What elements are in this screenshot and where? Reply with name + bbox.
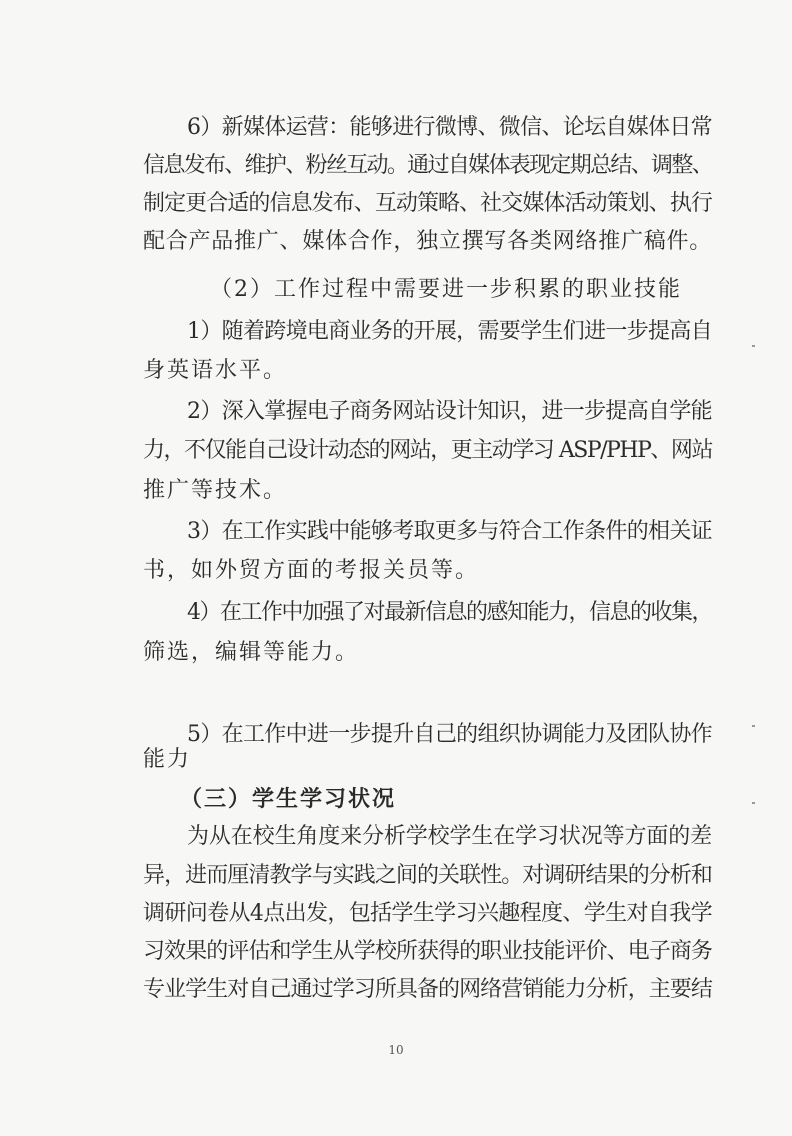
text-line: 4）在工作中加强了对最新信息的感知能力，信息的收集，: [187, 600, 712, 625]
text-line: 专业学生对自己通过学习所具备的网络营销能力分析，主要结: [143, 977, 713, 1002]
text-line: 习效果的评估和学生从学校所获得的职业技能评价、电子商务: [143, 939, 713, 964]
text-line: 能力: [143, 747, 192, 772]
text-line: 制定更合适的信息发布、互动策略、社交媒体活动策划、执行: [143, 191, 713, 216]
text-line: 力，不仅能自己设计动态的网站，更主动学习 ASP/PHP、网站: [143, 438, 712, 463]
text-line: 6）新媒体运营：能够进行微博、微信、论坛自媒体日常: [187, 115, 712, 140]
text-line: 异，进而厘清教学与实践之间的关联性。对调研结果的分析和: [143, 863, 713, 888]
text-line: 信息发布、维护、粉丝互动。通过自媒体表现定期总结、调整、: [143, 153, 713, 178]
section-heading: （2）工作过程中需要进一步积累的职业技能: [210, 277, 682, 302]
text-line: 5）在工作中进一步提升自己的组织协调能力及团队协作: [187, 722, 712, 747]
text-line: 身英语水平。: [143, 358, 288, 383]
text-line: 3）在工作实践中能够考取更多与符合工作条件的相关证: [187, 519, 712, 544]
text-line: 2）深入掌握电子商务网站设计知识，进一步提高自学能: [187, 399, 712, 424]
section-heading: （三）学生学习状况: [180, 786, 397, 812]
text-line: 推广等技术。: [143, 478, 288, 503]
text-line: 筛选，编辑等能力。: [143, 640, 360, 665]
text-line: 调研问卷从4点出发，包括学生学习兴趣程度、学生对自我学: [143, 901, 712, 926]
scan-speck: [752, 725, 755, 727]
text-line: 书，如外贸方面的考报关员等。: [143, 558, 480, 583]
scan-speck: [752, 345, 755, 347]
scan-speck: [752, 802, 755, 804]
text-line: 为从在校生角度来分析学校学生在学习状况等方面的差: [187, 824, 713, 849]
text-line: 1）随着跨境电商业务的开展，需要学生们进一步提高自: [187, 319, 712, 344]
page-number: 10: [388, 1043, 404, 1057]
text-line: 配合产品推广、媒体合作，独立撰写各类网络推广稿件。: [143, 229, 713, 254]
